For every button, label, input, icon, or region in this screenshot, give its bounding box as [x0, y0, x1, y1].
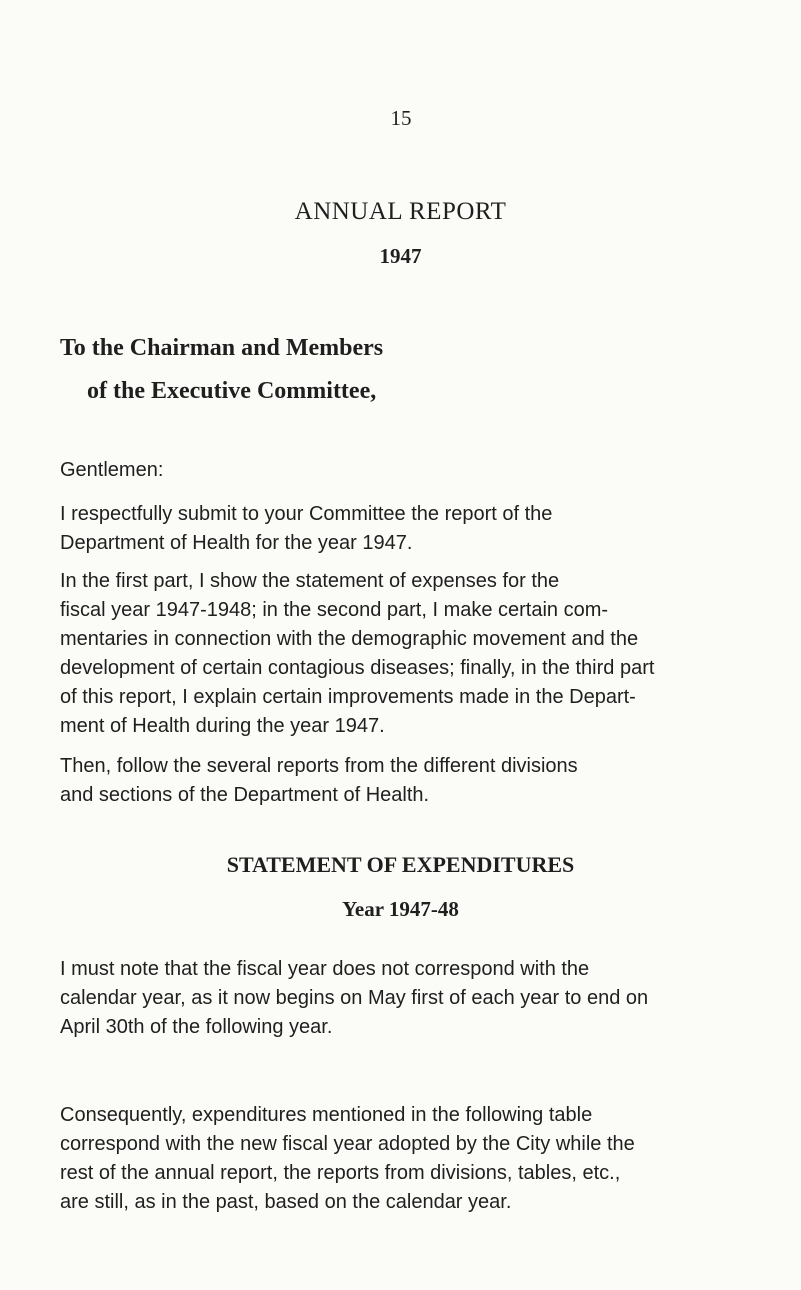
paragraph-line: of this report, I explain certain improvements made in the Depart- [60, 686, 636, 708]
section-heading: STATEMENT OF EXPENDITURES [226, 852, 575, 877]
salutation-line-1: To the Chairman and Members [60, 335, 384, 361]
report-title: ANNUAL REPORT [294, 198, 507, 225]
greeting: Gentlemen: [60, 459, 164, 481]
paragraph-line: fiscal year 1947-1948; in the second part, I make certain com- [60, 599, 609, 621]
paragraph-line: are still, as in the past, based on the calendar year. [60, 1191, 512, 1213]
paragraph-intro [60, 500, 741, 558]
salutation-line-2: of the Executive Committee, [87, 378, 377, 404]
report-year: 1947 [379, 244, 422, 268]
paragraph-line: and sections of the Department of Health. [60, 784, 430, 806]
paragraph-line: Then, follow the several reports from the different divisions [60, 755, 578, 777]
paragraph-line: correspond with the new fiscal year adopted by the City while the [60, 1133, 635, 1155]
paragraph-outline [60, 567, 741, 741]
paragraph-divisions [60, 752, 741, 810]
paragraph-line: Department of Health for the year 1947. [60, 532, 413, 554]
paragraph-line: ment of Health during the year 1947. [60, 715, 385, 737]
section-subheading: Year 1947-48 [342, 897, 459, 921]
paragraph-line: I respectfully submit to your Committee the report of the [60, 503, 553, 525]
paragraph-line: calendar year, as it now begins on May first of each year to end on [60, 987, 649, 1009]
paragraph-line: I must note that the fiscal year does not correspond with the [60, 958, 590, 980]
paragraph-line: Consequently, expenditures mentioned in the following table [60, 1104, 593, 1126]
paragraph-line: rest of the annual report, the reports from divisions, tables, etc., [60, 1162, 621, 1184]
paragraph-line: development of certain contagious diseases; finally, in the third part [60, 657, 655, 679]
paragraph-line: In the first part, I show the statement of expenses for the [60, 570, 560, 592]
paragraph-consequently [60, 1101, 741, 1217]
paragraph-line: mentaries in connection with the demographic movement and the [60, 628, 639, 650]
paragraph-line: April 30th of the following year. [60, 1016, 333, 1038]
page-number: 15 [390, 106, 412, 130]
paragraph-fiscal-note [60, 955, 741, 1042]
